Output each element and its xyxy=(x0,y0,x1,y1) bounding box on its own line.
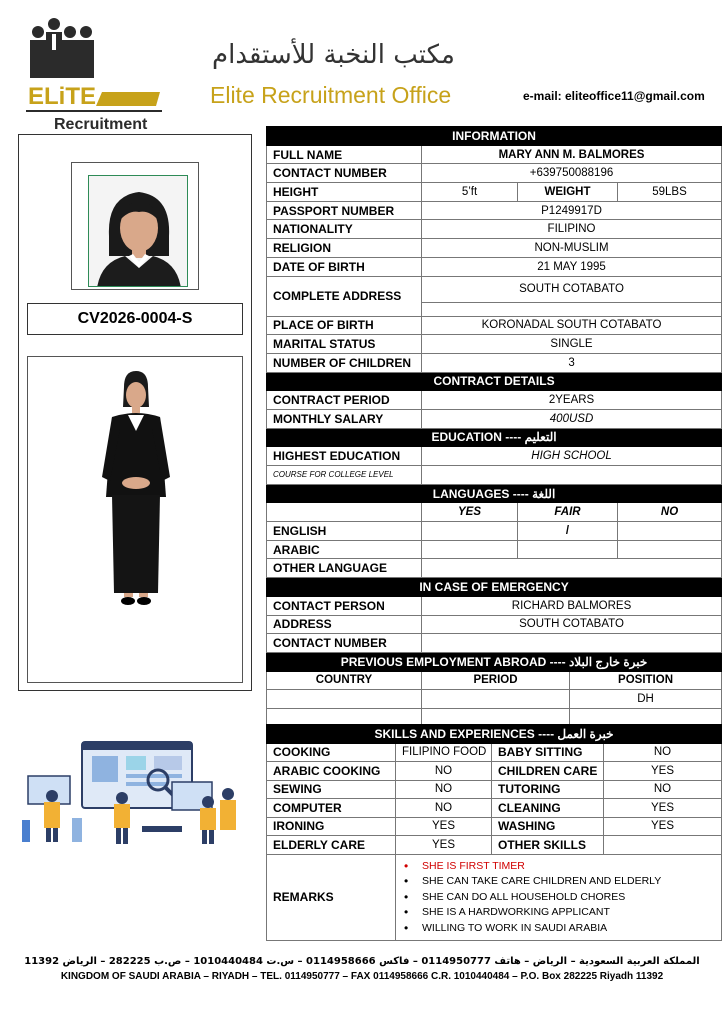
section-contract: CONTRACT DETAILS xyxy=(267,372,722,391)
contract-period-value: 2YEARS xyxy=(422,391,722,410)
full-name-label: FULL NAME xyxy=(267,145,422,164)
children-value: 3 xyxy=(422,353,722,372)
course-label: COURSE FOR COLLEGE LEVEL xyxy=(267,466,422,485)
passport-photo xyxy=(71,162,199,290)
skill-label: WASHING xyxy=(492,817,604,836)
remark-item: • SHE CAN TAKE CARE CHILDREN AND ELDERLY xyxy=(396,874,721,890)
skill-label: COOKING xyxy=(267,743,396,762)
height-value: 5’ft xyxy=(422,183,518,202)
pob-value: KORONADAL SOUTH COTABATO xyxy=(422,316,722,335)
course-value xyxy=(422,466,722,485)
emp-col-position: POSITION xyxy=(570,671,722,690)
lang-yes xyxy=(422,540,518,559)
office-name-english: Elite Recruitment Office xyxy=(210,82,452,108)
dob-label: DATE OF BIRTH xyxy=(267,257,422,276)
remarks-list xyxy=(396,855,721,941)
nationality-value: FILIPINO xyxy=(422,220,722,239)
languages-header-blank xyxy=(267,503,422,522)
address-label: COMPLETE ADDRESS xyxy=(267,276,422,316)
weight-value: 59LBS xyxy=(618,183,722,202)
emp-col-country: COUNTRY xyxy=(267,671,422,690)
emp-period xyxy=(422,690,570,709)
skill-value: NO xyxy=(604,780,722,799)
section-languages: LANGUAGES ---- اللغة xyxy=(267,484,722,503)
skill-value: YES xyxy=(604,762,722,781)
section-emergency: IN CASE OF EMERGENCY xyxy=(267,578,722,597)
lang-name: OTHER LANGUAGE xyxy=(267,559,422,578)
skill-value: YES xyxy=(604,799,722,818)
skill-value xyxy=(604,836,722,855)
lang-col-fair: FAIR xyxy=(518,503,618,522)
skill-value: YES xyxy=(396,817,492,836)
pob-label: PLACE OF BIRTH xyxy=(267,316,422,335)
skill-value: NO xyxy=(396,780,492,799)
weight-label: WEIGHT xyxy=(518,183,618,202)
full-name-value: MARY ANN M. BALMORES xyxy=(422,145,722,164)
skill-label: CLEANING xyxy=(492,799,604,818)
contact-number-value: +639750088196 xyxy=(422,164,722,183)
full-body-photo xyxy=(27,356,243,683)
skill-label: ARABIC COOKING xyxy=(267,762,396,781)
salary-value: 400USD xyxy=(422,409,722,428)
passport-label: PASSPORT NUMBER xyxy=(267,201,422,220)
skill-label: COMPUTER xyxy=(267,799,396,818)
dob-value: 21 MAY 1995 xyxy=(422,257,722,276)
email-address: e-mail: eliteoffice11@gmail.com xyxy=(523,89,705,103)
marital-value: SINGLE xyxy=(422,335,722,354)
contact-number-label: CONTACT NUMBER xyxy=(267,164,422,183)
skill-label: BABY SITTING xyxy=(492,743,604,762)
emp-country xyxy=(267,690,422,709)
passport-value: P1249917D xyxy=(422,201,722,220)
section-education: EDUCATION ---- التعليم xyxy=(267,428,722,447)
marital-label: MARITAL STATUS xyxy=(267,335,422,354)
skill-value: NO xyxy=(396,799,492,818)
lang-name: ARABIC xyxy=(267,540,422,559)
skill-value: YES xyxy=(396,836,492,855)
lang-col-no: NO xyxy=(618,503,722,522)
emp-position: DH xyxy=(570,690,722,709)
skill-value: NO xyxy=(396,762,492,781)
remark-item: • SHE IS A HARDWORKING APPLICANT xyxy=(396,905,721,921)
skill-label: OTHER SKILLS xyxy=(492,836,604,855)
emergency-contact-label: CONTACT NUMBER xyxy=(267,634,422,653)
lang-name: ENGLISH xyxy=(267,522,422,541)
remark-item: • SHE CAN DO ALL HOUSEHOLD CHORES xyxy=(396,890,721,906)
company-logo xyxy=(26,18,162,134)
skill-label: ELDERLY CARE xyxy=(267,836,396,855)
recruitment-illustration xyxy=(22,740,244,846)
section-information: INFORMATION xyxy=(267,127,722,146)
skills-table xyxy=(266,724,722,941)
address-value: SOUTH COTABATO xyxy=(422,276,722,302)
logo-text-bottom: Recruitment xyxy=(54,116,148,133)
section-skills: SKILLS AND EXPERIENCES ---- خبرة العمل xyxy=(267,725,722,744)
emergency-contact-value xyxy=(422,634,722,653)
skill-label: CHILDREN CARE xyxy=(492,762,604,781)
emergency-person-label: CONTACT PERSON xyxy=(267,596,422,615)
skill-value: NO xyxy=(604,743,722,762)
lang-other-value xyxy=(422,559,722,578)
lang-col-yes: YES xyxy=(422,503,518,522)
religion-value: NON-MUSLIM xyxy=(422,239,722,258)
height-label: HEIGHT xyxy=(267,183,422,202)
lang-fair xyxy=(518,540,618,559)
lang-yes xyxy=(422,522,518,541)
emergency-address-value: SOUTH COTABATO xyxy=(422,615,722,634)
information-table xyxy=(266,126,722,728)
footer-arabic: المملكة العربية السعودية – الرياض – هاتف 0114950777 – فاكس 0114958666 – س.ت 1010440484 – ص.ب 282225 – الرياض 11392 xyxy=(24,956,700,967)
nationality-label: NATIONALITY xyxy=(267,220,422,239)
cv-number: CV2026-0004-S xyxy=(27,303,243,335)
highest-education-value: HIGH SCHOOL xyxy=(422,447,722,466)
salary-label: MONTHLY SALARY xyxy=(267,409,422,428)
skill-label: IRONING xyxy=(267,817,396,836)
remarks-cell xyxy=(396,854,722,941)
skill-label: SEWING xyxy=(267,780,396,799)
address-value-2 xyxy=(422,302,722,316)
contract-period-label: CONTRACT PERIOD xyxy=(267,391,422,410)
logo-text-top: ELiTE xyxy=(28,83,97,110)
office-name-arabic: مكتب النخبة للأستقدام xyxy=(212,40,455,70)
remarks-label: REMARKS xyxy=(267,854,396,941)
skill-label: TUTORING xyxy=(492,780,604,799)
emergency-person-value: RICHARD BALMORES xyxy=(422,596,722,615)
skill-value: FILIPINO FOOD xyxy=(396,743,492,762)
remark-item: • WILLING TO WORK IN SAUDI ARABIA xyxy=(396,921,721,937)
skill-value: YES xyxy=(604,817,722,836)
highest-education-label: HIGHEST EDUCATION xyxy=(267,447,422,466)
footer-english: KINGDOM OF SAUDI ARABIA – RIYADH – TEL. 0114950777 – FAX 0114958666 C.R. 1010440484 – P.O. Box 282225 Riyadh 11392 xyxy=(60,971,664,982)
section-employment: PREVIOUS EMPLOYMENT ABROAD ---- خبرة خارج البلاد xyxy=(267,652,722,671)
children-label: NUMBER OF CHILDREN xyxy=(267,353,422,372)
lang-fair: / xyxy=(518,522,618,541)
emp-col-period: PERIOD xyxy=(422,671,570,690)
lang-no xyxy=(618,522,722,541)
emergency-address-label: ADDRESS xyxy=(267,615,422,634)
lang-no xyxy=(618,540,722,559)
religion-label: RELIGION xyxy=(267,239,422,258)
remark-item: • SHE IS FIRST TIMER xyxy=(396,859,721,875)
